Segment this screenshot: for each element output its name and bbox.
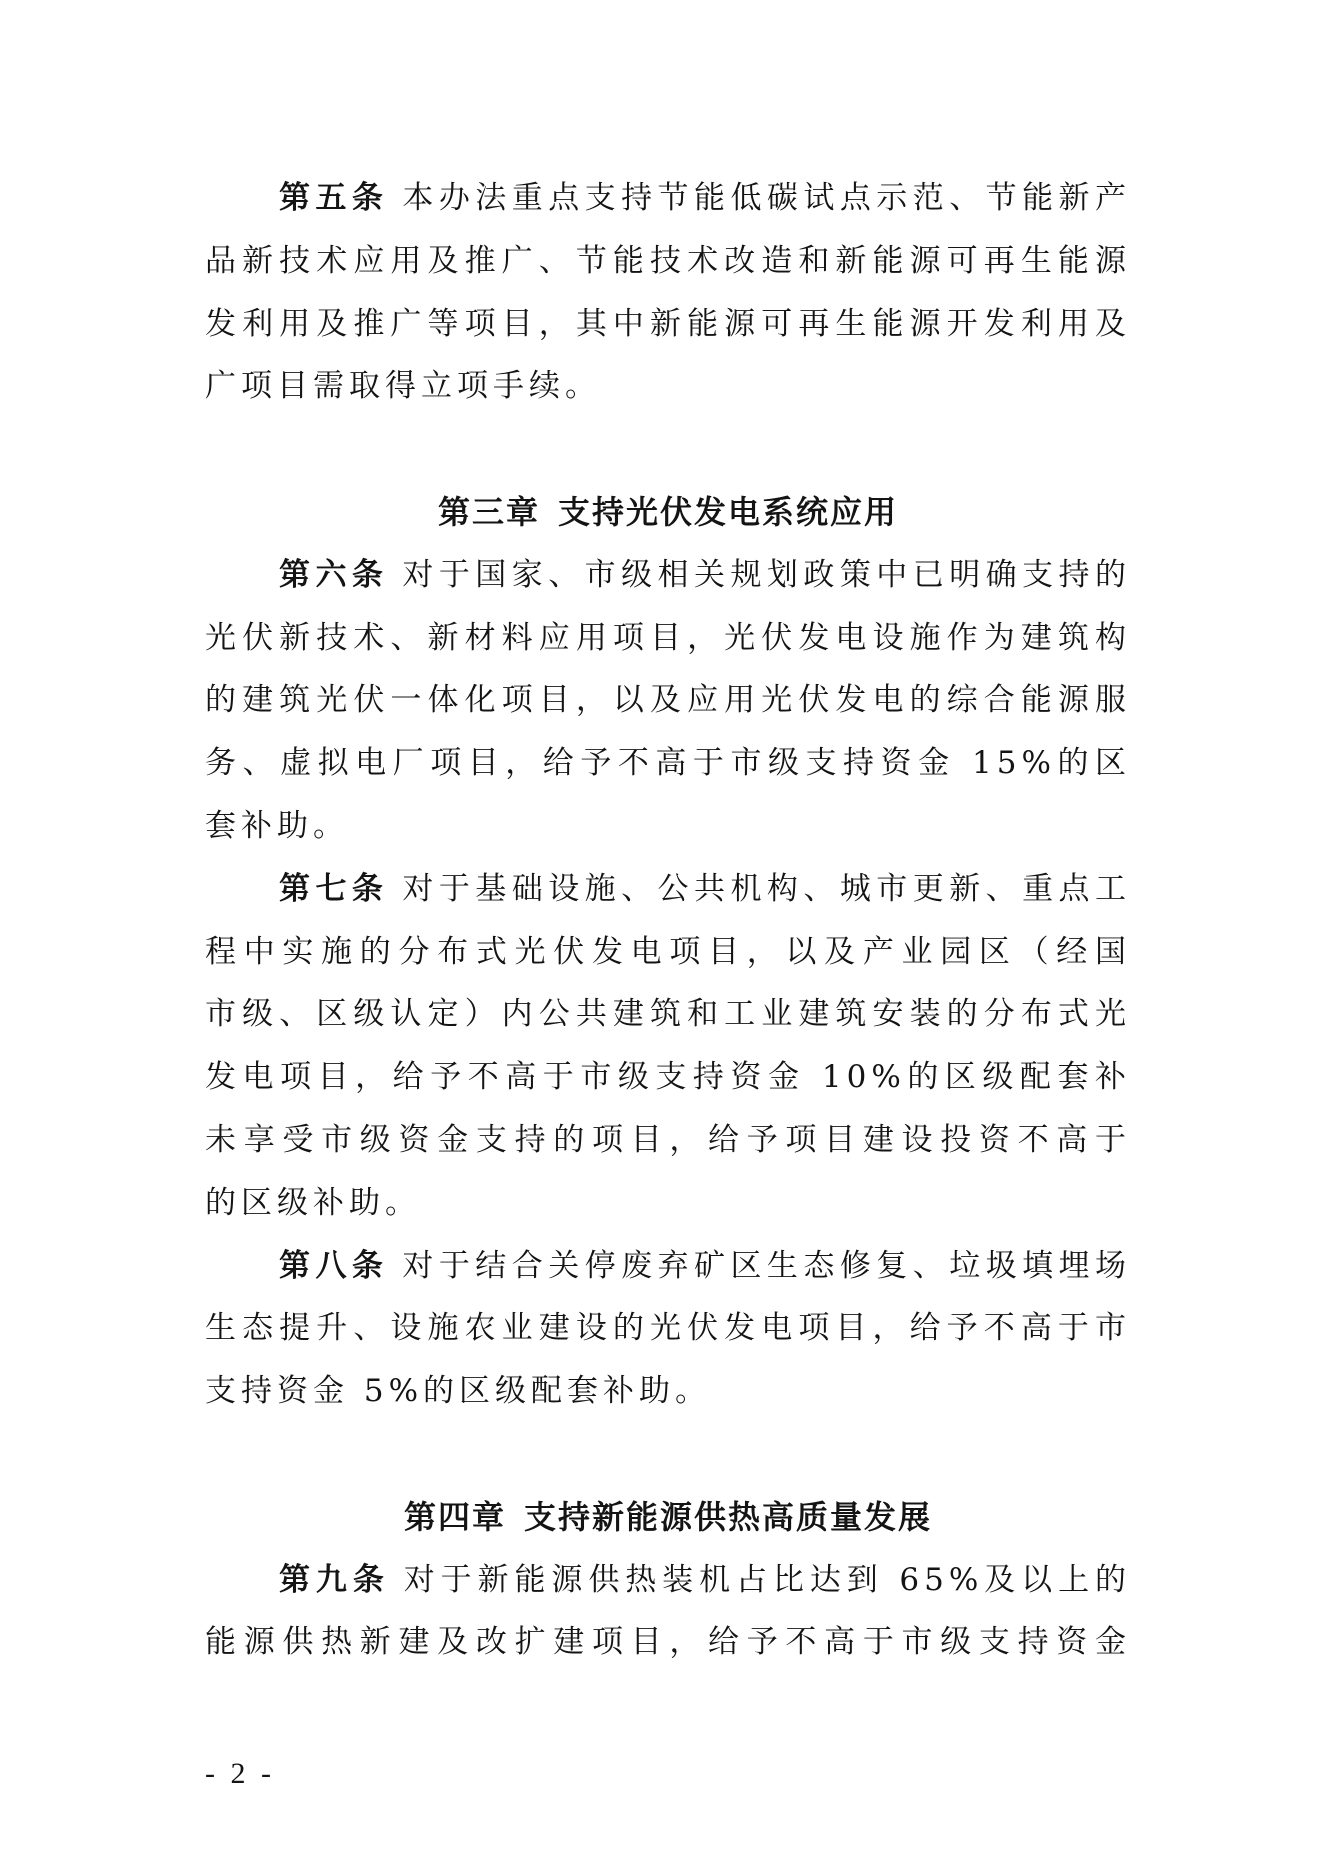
article-line: 生态提升、设施农业建设的光伏发电项目，给予不高于市 bbox=[205, 1310, 1131, 1347]
article-5 bbox=[205, 167, 1131, 418]
article-label: 第五条 bbox=[279, 180, 389, 216]
article-line bbox=[205, 167, 1131, 230]
article-label: 第七条 bbox=[279, 870, 389, 907]
article-text: 对于结合关停废弃矿区生态修复、垃圾填埋场 bbox=[402, 1247, 1131, 1284]
chapter-title: 支持新能源供热高质量发展 bbox=[524, 1497, 933, 1536]
chapter-title: 支持光伏发电系统应用 bbox=[558, 492, 899, 531]
article-line: 光伏新技术、新材料应用项目，光伏发电设施作为建筑构 bbox=[205, 619, 1131, 656]
article-line: 程中实施的分布式光伏发电项目，以及产业园区（经国 bbox=[205, 933, 1131, 970]
article-line: 的建筑光伏一体化项目，以及应用光伏发电的综合能源服 bbox=[205, 682, 1131, 719]
article-label: 第六条 bbox=[279, 556, 389, 593]
chapter-heading-3 bbox=[205, 481, 1131, 544]
article-line bbox=[205, 544, 1131, 607]
blank-line bbox=[205, 1423, 1131, 1486]
chapter-number: 第三章 bbox=[437, 492, 540, 531]
article-6 bbox=[205, 544, 1131, 858]
article-line: 务、虚拟电厂项目，给予不高于市级支持资金 15%的区 bbox=[205, 745, 1131, 782]
article-line: 品新技术应用及推广、节能技术改造和新能源可再生能源 bbox=[205, 242, 1131, 279]
article-line bbox=[205, 1235, 1131, 1298]
article-text: 对于国家、市级相关规划政策中已明确支持的 bbox=[402, 556, 1131, 593]
chapter-heading-4 bbox=[205, 1486, 1131, 1549]
article-text: 对于基础设施、公共机构、城市更新、重点工 bbox=[402, 870, 1131, 907]
chapter-number: 第四章 bbox=[403, 1497, 506, 1536]
article-line bbox=[205, 1549, 1131, 1612]
article-line: 的区级补助。 bbox=[205, 1184, 421, 1221]
article-line bbox=[205, 858, 1131, 921]
article-line: 未享受市级资金支持的项目，给予项目建设投资不高于 bbox=[205, 1121, 1131, 1158]
article-line: 发利用及推广等项目，其中新能源可再生能源开发利用及 bbox=[205, 305, 1131, 342]
blank-line bbox=[205, 418, 1131, 481]
article-8 bbox=[205, 1235, 1131, 1423]
page-number: - 2 - bbox=[205, 1757, 275, 1790]
article-label: 第九条 bbox=[279, 1561, 390, 1598]
article-line: 广项目需取得立项手续。 bbox=[205, 368, 601, 405]
article-text: 对于新能源供热装机占比达到 65%及以上的 bbox=[403, 1561, 1131, 1598]
article-line: 套补助。 bbox=[205, 807, 349, 844]
document-body bbox=[205, 167, 1131, 1674]
article-line: 发电项目，给予不高于市级支持资金 10%的区级配套补 bbox=[205, 1059, 1131, 1096]
article-line: 市级、区级认定）内公共建筑和工业建筑安装的分布式光 bbox=[205, 996, 1131, 1033]
article-7 bbox=[205, 858, 1131, 1235]
article-line: 支持资金 5%的区级配套补助。 bbox=[205, 1373, 712, 1410]
article-label: 第八条 bbox=[279, 1247, 389, 1284]
article-9 bbox=[205, 1549, 1131, 1675]
article-line: 能源供热新建及改扩建项目，给予不高于市级支持资金 bbox=[205, 1624, 1131, 1661]
article-text: 本办法重点支持节能低碳试点示范、节能新产 bbox=[402, 180, 1131, 216]
